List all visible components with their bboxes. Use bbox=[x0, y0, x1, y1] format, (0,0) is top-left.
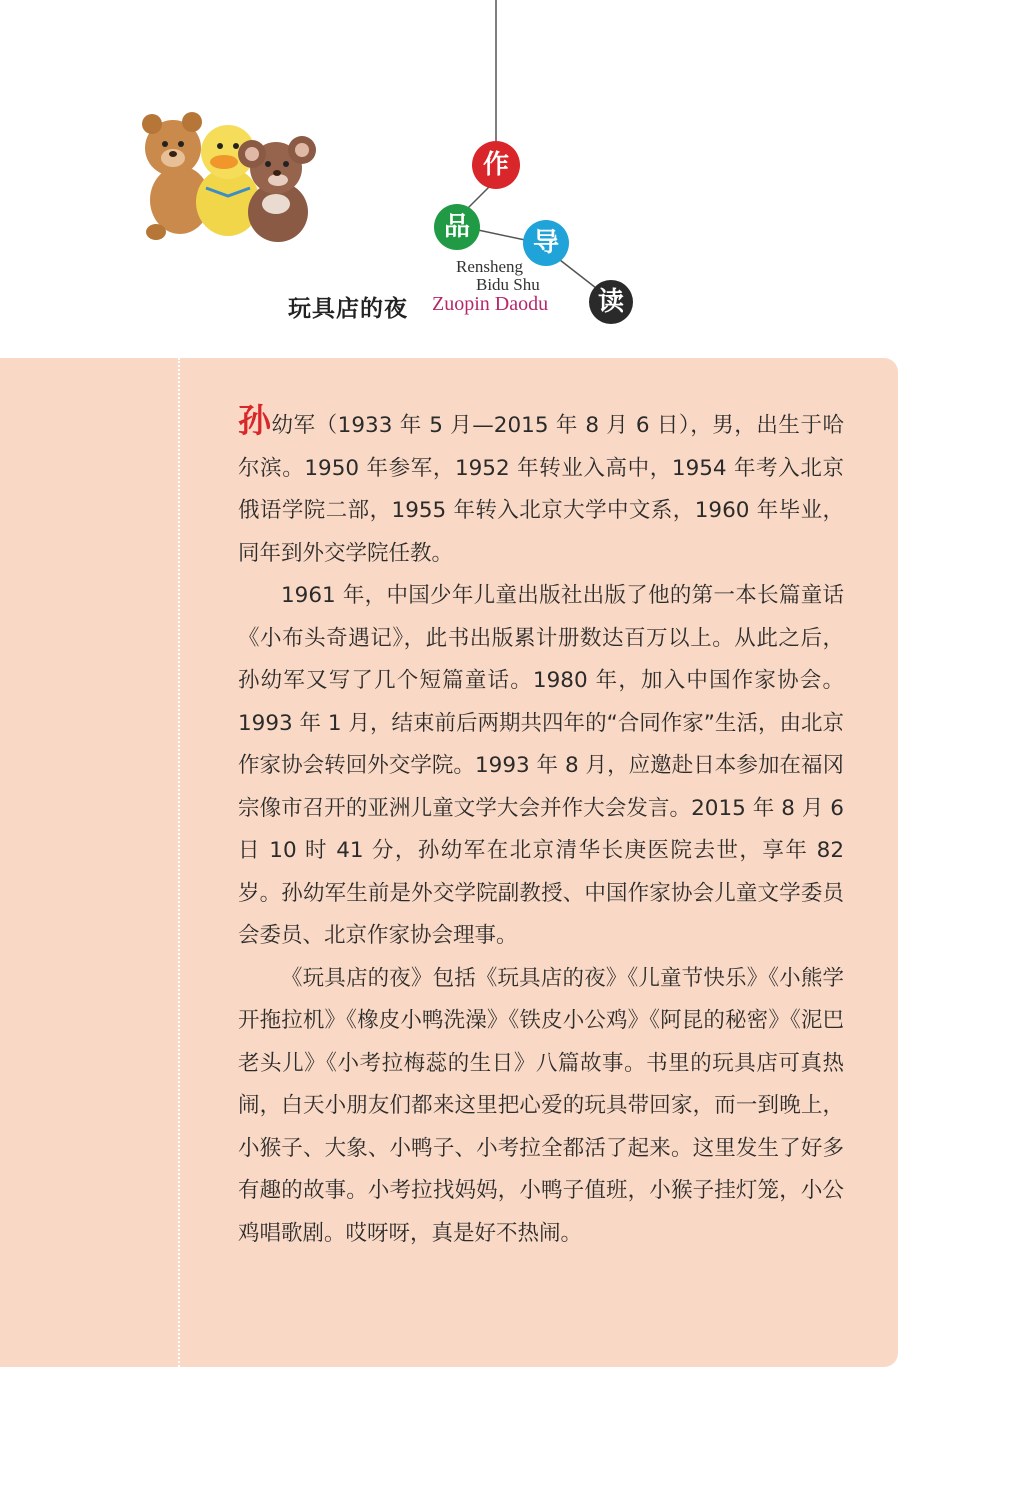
paragraph-text: 幼军（1933 年 5 月—2015 年 8 月 6 日），男，出生于哈尔滨。1950 年参军，1952 年转业入高中，1954 年考入北京俄语学院二部，1955 年转入北京大学中文系，1960 年毕业，同年到外交学院任教。 bbox=[238, 413, 844, 566]
section-char-dao: 导 bbox=[523, 220, 569, 266]
section-char-pin: 品 bbox=[434, 204, 480, 250]
section-char-du: 读 bbox=[589, 280, 633, 324]
dotted-divider bbox=[178, 358, 180, 1367]
paragraph-book-intro: 《玩具店的夜》包括《玩具店的夜》《儿童节快乐》《小熊学开拖拉机》《橡皮小鸭洗澡》《铁皮小公鸡》《阿昆的秘密》《泥巴老头儿》《小考拉梅蕊的生日》八篇故事。书里的玩具店可真热闹，白天小朋友们都来这里把心爱的玩具带回家，而一到晚上，小猴子、大象、小鸭子、小考拉全都活了起来。这里发生了好多有趣的故事。小考拉找妈妈，小鸭子值班，小猴子挂灯笼，小公鸡唱歌剧。哎呀呀，真是好不热闹。 bbox=[238, 965, 844, 1246]
article-body bbox=[238, 400, 844, 1255]
section-pinyin: Zuopin Daodu bbox=[432, 293, 549, 315]
paragraph-author-bio bbox=[238, 400, 844, 575]
series-pinyin-line2: Bidu Shu bbox=[476, 275, 540, 294]
drop-cap: 孙 bbox=[238, 401, 272, 440]
series-pinyin-line1: Rensheng bbox=[456, 257, 524, 276]
content-panel bbox=[0, 358, 898, 1367]
paragraph-career: 1961 年，中国少年儿童出版社出版了他的第一本长篇童话《小布头奇遇记》，此书出版累计册数达百万以上。从此之后，孙幼军又写了几个短篇童话。1980 年，加入中国作家协会。1993 年 1 月，结束前后两期共四年的“合同作家”生活，由北京作家协会转回外交学院。1993 年 8 月，应邀赴日本参加在福冈宗像市召开的亚洲儿童文学大会并作大会发言。2015 年 8 月 6 日 10 时 41 分，孙幼军在北京清华长庚医院去世，享年 82 岁。孙幼军生前是外交学院副教授、中国作家协会儿童文学委员会委员、北京作家协会理事。 bbox=[238, 583, 844, 948]
section-char-zuo: 作 bbox=[472, 141, 520, 189]
book-title: 玩具店的夜 bbox=[288, 295, 408, 322]
